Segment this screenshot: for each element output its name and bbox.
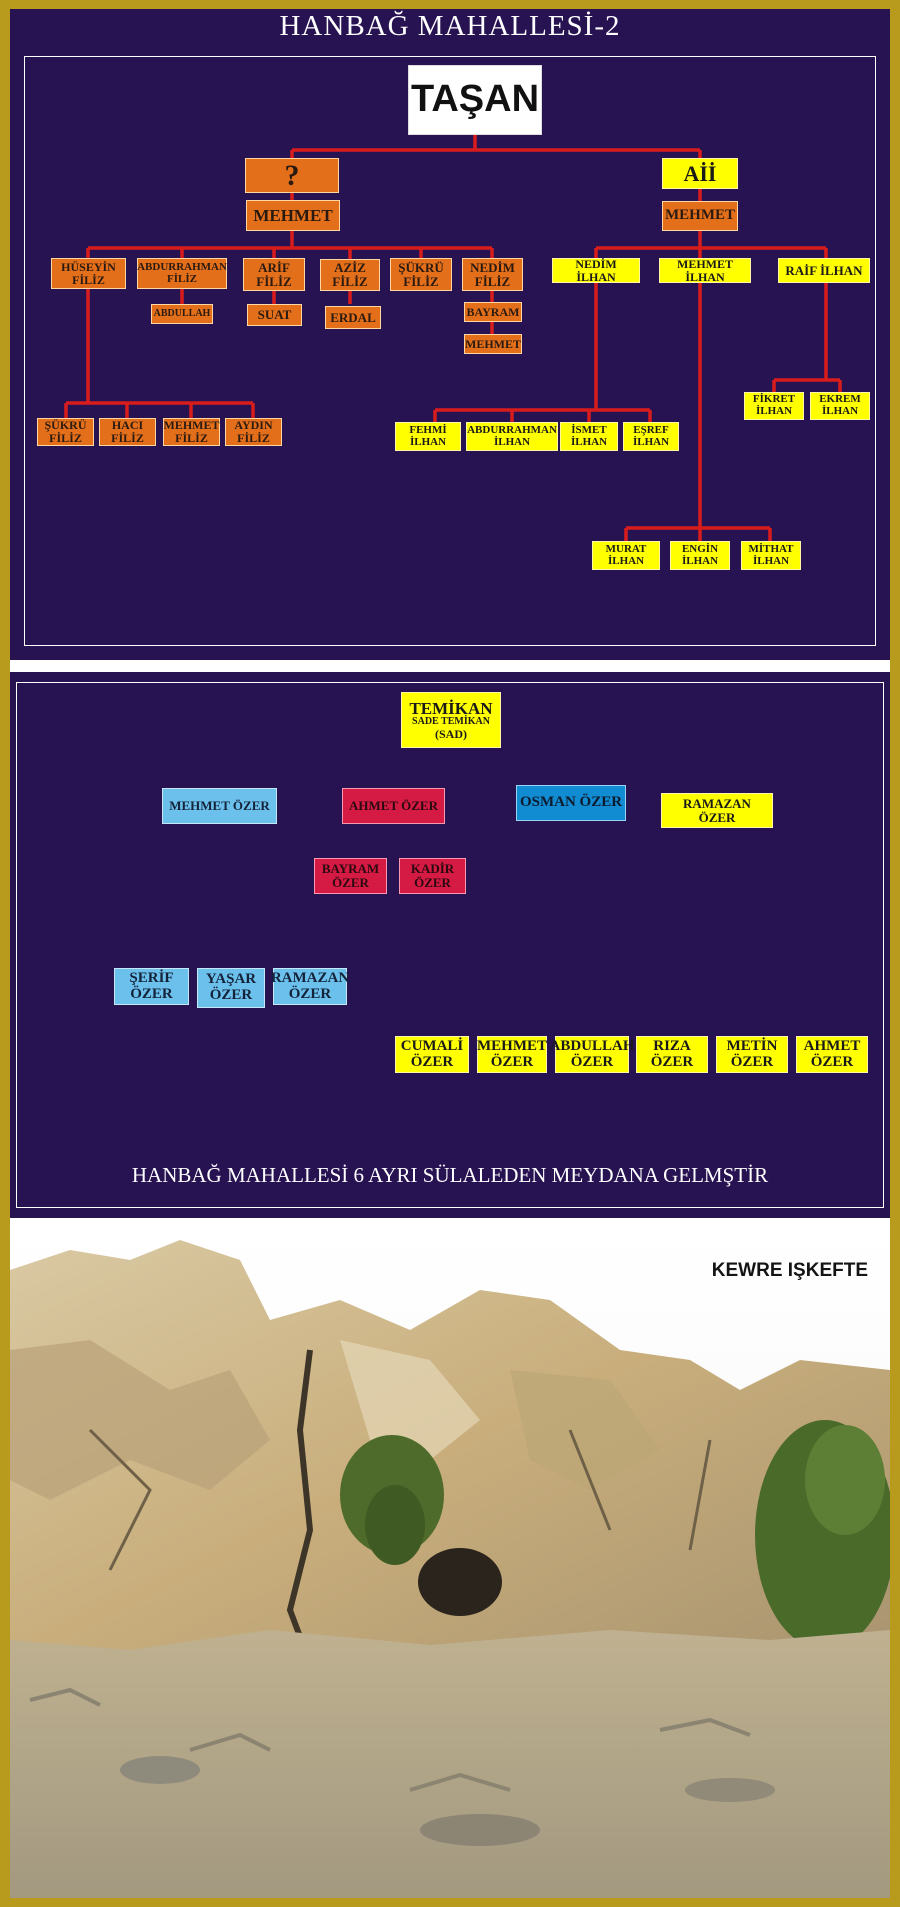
node-bayram: BAYRAM [464,302,522,322]
node-ramazan-ozer-child: RAMAZAN ÖZER [273,968,347,1005]
root-node-temikan [401,692,501,748]
node-erdal: ERDAL [325,306,381,329]
node-sukru-filiz-top: ŞÜKRÜ FİLİZ [390,258,452,291]
photo-caption: KEWRE IŞKEFTE [711,1260,868,1281]
panel-2-border [16,682,884,1208]
node-mithat-ilhan: MİTHAT İLHAN [741,541,801,570]
rock-cliff-image [10,1230,890,1898]
node-abdullah: ABDULLAH [151,304,213,324]
node-unknown-ancestor: ? [245,158,339,193]
node-murat-ilhan: MURAT İLHAN [592,541,660,570]
node-nedim-ilhan: NEDİM İLHAN [552,258,640,283]
root-node-tasan: TAŞAN [408,65,542,135]
node-fehmi-ilhan: FEHMİ İLHAN [395,422,461,451]
node-engin-ilhan: ENGİN İLHAN [670,541,730,570]
node-nedim-filiz: NEDİM FİLİZ [462,258,523,291]
node-suat: SUAT [247,304,302,326]
node-aziz-filiz: AZİZ FİLİZ [320,259,380,291]
node-ramazan-ozer: RAMAZAN ÖZER [661,793,773,828]
node-haci-filiz: HACI FİLİZ [99,418,156,446]
page-title: HANBAĞ MAHALLESİ-2 [279,10,621,42]
landscape-photo [10,1230,890,1898]
node-ali: Aİİ [662,158,738,189]
node-arif-filiz: ARİF FİLİZ [243,258,305,291]
node-riza-ozer: RIZA ÖZER [636,1036,708,1073]
node-ahmet-ozer-child: AHMET ÖZER [796,1036,868,1073]
node-mehmet-grandchild: MEHMET [464,334,522,354]
temikan-subtitle: SADE TEMİKAN [412,716,490,728]
node-ahmet-ozer: AHMET ÖZER [342,788,445,824]
temikan-abbr: (SAD) [435,726,467,741]
node-osman-ozer: OSMAN ÖZER [516,785,626,821]
node-serif-ozer: ŞERİF ÖZER [114,968,189,1005]
node-abdurrahman-filiz: ABDURRAHMAN FİLİZ [137,258,227,289]
node-ismet-ilhan: İSMET İLHAN [560,422,618,451]
node-cumali-ozer: CUMALİ ÖZER [395,1036,469,1073]
node-kadir-ozer: KADİR ÖZER [399,858,466,894]
footer-note: HANBAĞ MAHALLESİ 6 AYRI SÜLALEDEN MEYDANA GELMŞTİR [131,1163,769,1187]
node-mehmet-ozer: MEHMET ÖZER [162,788,277,824]
node-bayram-ozer: BAYRAM ÖZER [314,858,387,894]
node-fikret-ilhan: FİKRET İLHAN [744,392,804,420]
node-abdurrahman-ilhan: ABDURRAHMAN İLHAN [466,422,558,451]
node-esref-ilhan: EŞREF İLHAN [623,422,679,451]
node-huseyin-filiz: HÜSEYİN FİLİZ [51,258,126,289]
node-metin-ozer: METİN ÖZER [716,1036,788,1073]
temikan-name: TEMİKAN [409,698,493,718]
node-mehmet-ozer-child: MEHMET ÖZER [477,1036,547,1073]
node-sukru-filiz: ŞÜKRÜ FİLİZ [37,418,94,446]
node-mehmet-ilhan: MEHMET İLHAN [659,258,751,283]
node-abdullah-ozer: ABDULLAH ÖZER [555,1036,629,1073]
family-tree-panel-2 [10,672,890,1218]
node-aydin-filiz: AYDIN FİLİZ [225,418,282,446]
node-raif-ilhan: RAİF İLHAN [778,258,870,283]
node-mehmet-left: MEHMET [246,200,340,231]
node-yasar-ozer: YAŞAR ÖZER [197,968,265,1008]
node-mehmet-filiz: MEHMET FİLİZ [163,418,220,445]
node-ekrem-ilhan: EKREM İLHAN [810,392,870,420]
node-mehmet-right: MEHMET [662,201,738,231]
